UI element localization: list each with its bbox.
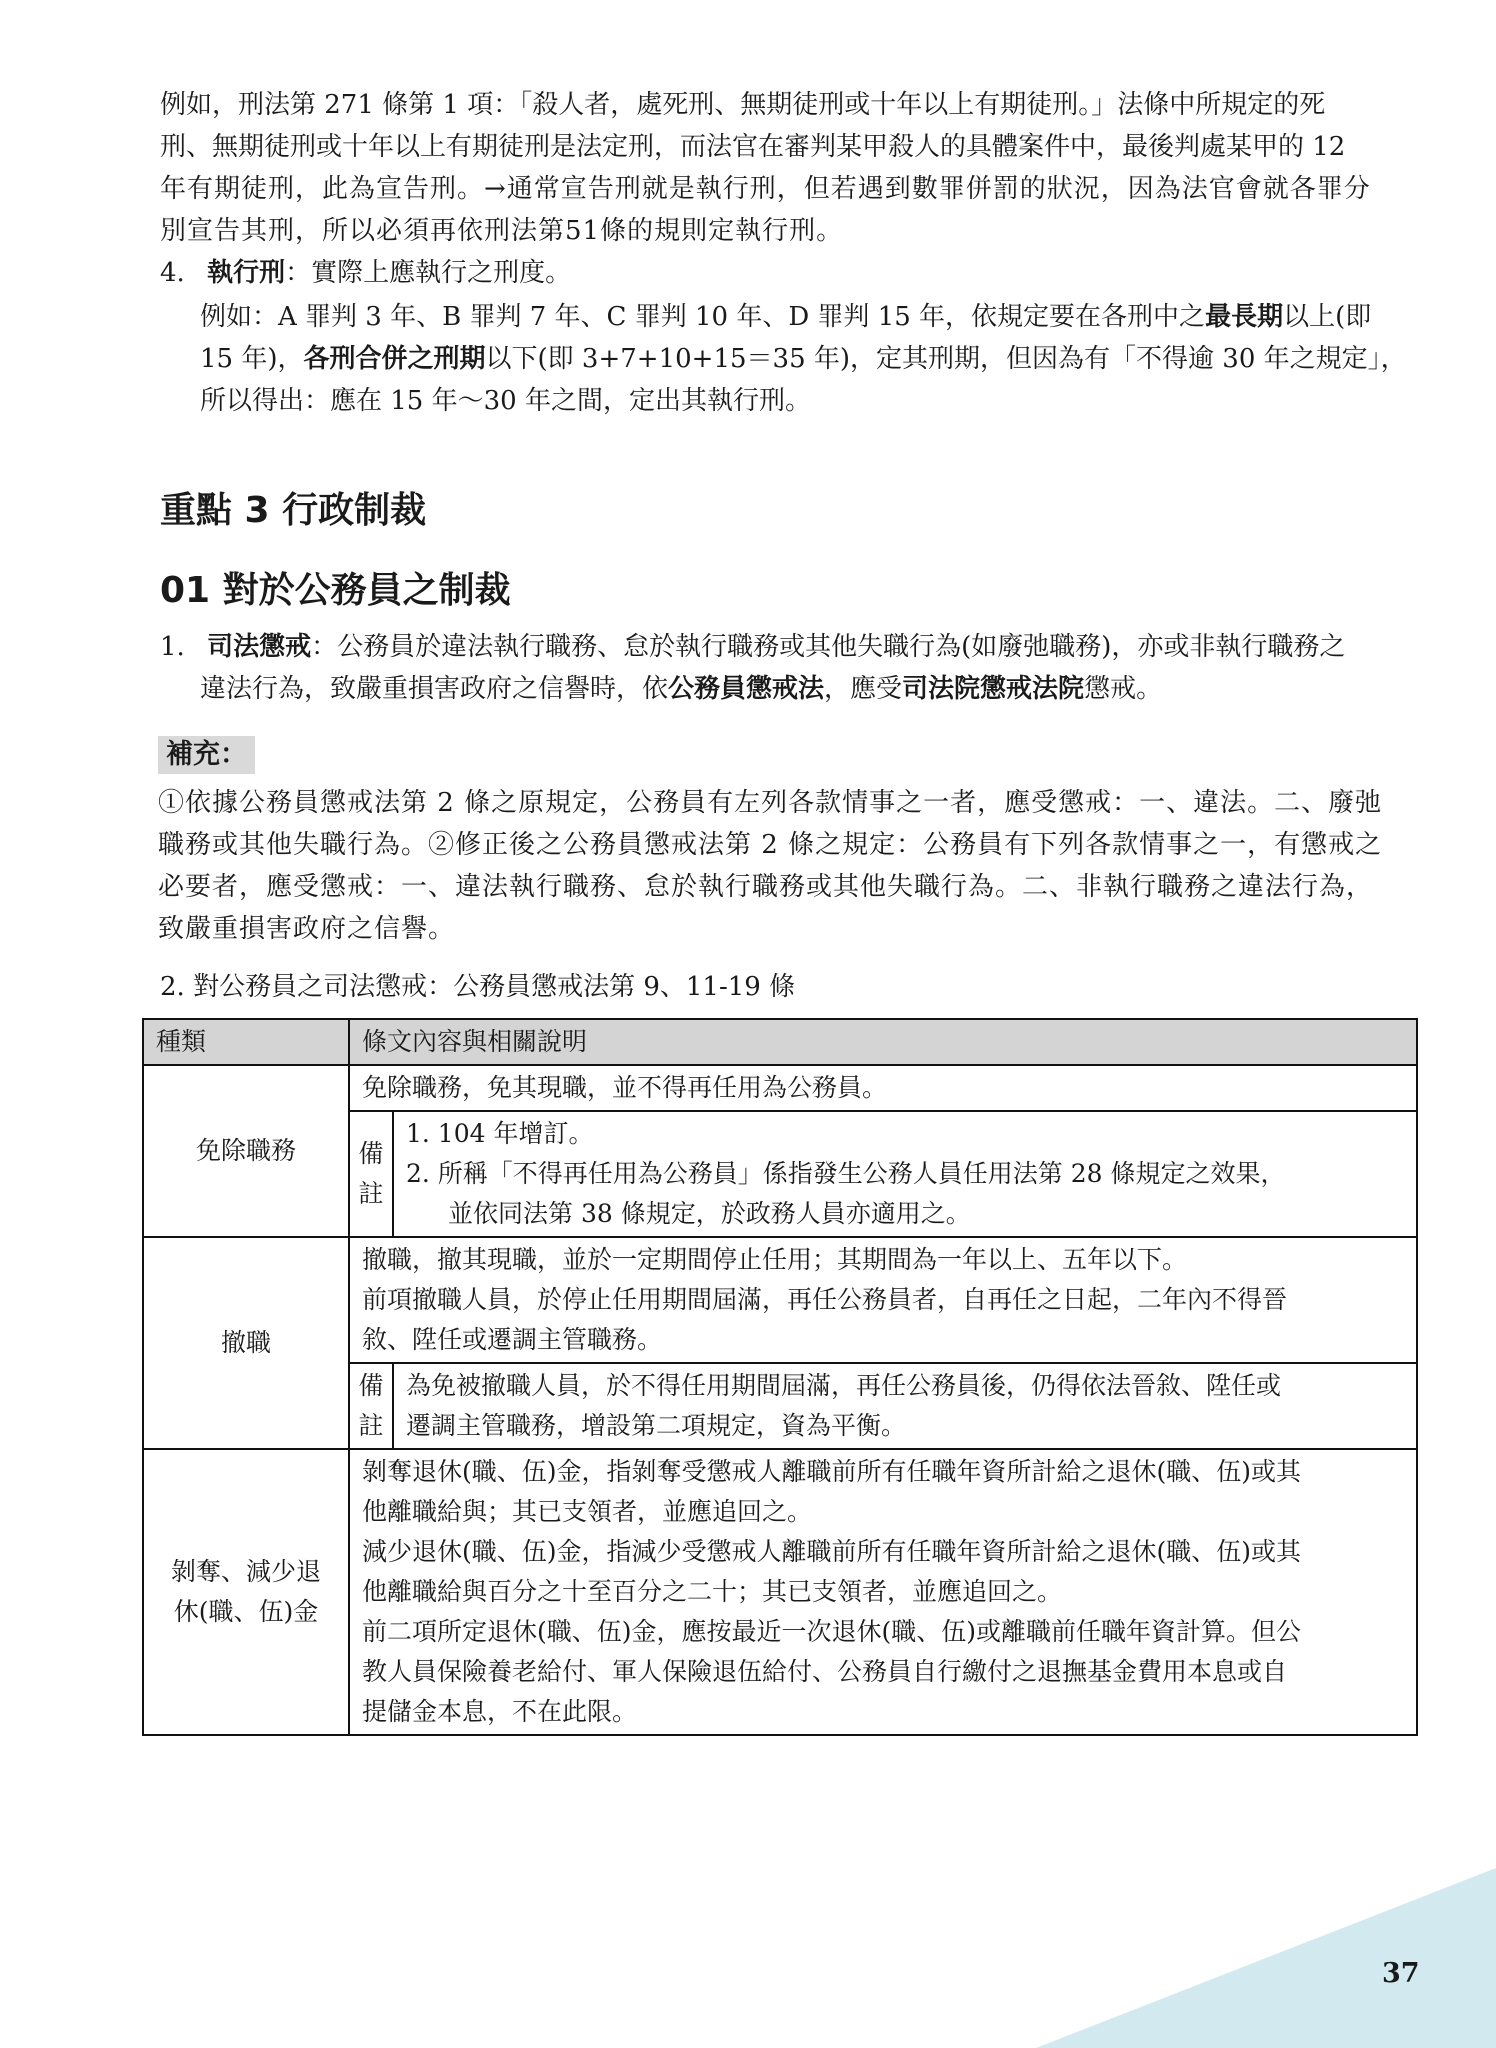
note-line: 2. 所稱「不得再任用為公務員」係指發生公務人員任用法第 28 條規定之效果，: [406, 1159, 1286, 1188]
category-dismissal: 免除職務: [143, 1065, 349, 1237]
item-1-term: 司法懲戒: [207, 632, 312, 662]
note-line: 遷調主管職務，增設第二項規定，資為平衡。: [406, 1411, 907, 1440]
item-1-number: 1.: [160, 632, 185, 662]
note-label-char: 註: [358, 1411, 384, 1440]
item-1-court: 司法院懲戒法院: [902, 674, 1085, 704]
description-line: 撤職，撤其現職，並於一定期間停止任用；其期間為一年以上、五年以下。: [362, 1245, 1188, 1274]
dismissal-description: 免除職務，免其現職，並不得再任用為公務員。: [349, 1065, 1417, 1111]
item-1-text: 懲戒。: [1084, 674, 1163, 704]
supplement-line-4: 致嚴重損害政府之信譽。: [158, 914, 456, 944]
item-4-definition: ：實際上應執行之刑度。: [285, 258, 572, 288]
intro-line-1: 例如，刑法第 271 條第 1 項：「殺人者，處死刑、無期徒刑或十年以上有期徒刑。」法條中所規定的死: [160, 90, 1326, 120]
item-4-example-line-2: [200, 338, 1407, 380]
item-4-term: 執行刑: [207, 258, 286, 288]
header-type: 種類: [143, 1019, 349, 1065]
category-removal: 撤職: [143, 1237, 349, 1449]
section-title: 重點 3 行政制裁: [160, 490, 427, 531]
supplement-line-2: 職務或其他失職行為。②修正後之公務員懲戒法第 2 條之規定：公務員有下列各款情事之一，有懲戒之: [158, 830, 1383, 860]
note-label-char: 註: [358, 1179, 384, 1208]
description-line: 敘、陞任或遷調主管職務。: [362, 1325, 663, 1354]
item-1-law: 公務員懲戒法: [668, 674, 825, 704]
note-label: [349, 1363, 393, 1449]
item-4-number: 4.: [160, 258, 185, 288]
table-header-row: [143, 1019, 1417, 1065]
header-description: 條文內容與相關說明: [349, 1019, 1417, 1065]
table-row: [143, 1449, 1417, 1735]
description-line: 他離職給與百分之十至百分之二十；其已支領者，並應追回之。: [362, 1577, 1063, 1606]
page-number: 37: [1382, 1958, 1420, 1989]
description-line: 他離職給與；其已支領者，並應追回之。: [362, 1497, 813, 1526]
description-line: 教人員保險養老給付、軍人保險退伍給付、公務員自行繳付之退撫基金費用本息或自: [362, 1657, 1288, 1686]
discipline-table: [142, 1018, 1418, 1736]
item-1-text: ，應受: [824, 674, 903, 704]
table-row: [143, 1065, 1417, 1111]
item-4-heading: [160, 252, 571, 294]
example-emphasis: 各刑合併之刑期: [303, 344, 486, 374]
intro-line-4: 別宣告其刑，所以必須再依刑法第51條的規則定執行刑。: [160, 216, 844, 246]
item-1-text: 違法行為，致嚴重損害政府之信譽時，依: [200, 674, 669, 704]
category-line: 休(職、伍)金: [173, 1597, 319, 1626]
note-label-char: 備: [358, 1139, 384, 1168]
item-4-example-line-3: 所以得出：應在 15 年～30 年之間，定出其執行刑。: [200, 386, 811, 416]
description-line: 前二項所定退休(職、伍)金，應按最近一次退休(職、伍)或離職前任職年資計算。但公: [362, 1617, 1302, 1646]
description-line: 前項撤職人員，於停止任用期間屆滿，再任公務員者，自再任之日起，二年內不得晉: [362, 1285, 1288, 1314]
subsection-title: 01 對於公務員之制裁: [160, 570, 511, 611]
removal-note: [393, 1363, 1417, 1449]
corner-decoration: [1036, 1868, 1496, 2048]
removal-description: [349, 1237, 1417, 1363]
item-1-line-2: [200, 668, 1162, 710]
note-line: 1. 104 年增訂。: [406, 1119, 594, 1148]
description-line: 減少退休(職、伍)金，指減少受懲戒人離職前所有任職年資所計給之退休(職、伍)或其: [362, 1537, 1302, 1566]
pension-description: [349, 1449, 1417, 1735]
note-label: [349, 1111, 393, 1237]
example-text: 以上(即: [1283, 302, 1372, 332]
note-line: 並依同法第 38 條規定，於政務人員亦適用之。: [448, 1199, 971, 1228]
description-line: 剝奪退休(職、伍)金，指剝奪受懲戒人離職前所有任職年資所計給之退休(職、伍)或其: [362, 1457, 1302, 1486]
supplement-label: 補充：: [158, 736, 255, 774]
dismissal-note: [393, 1111, 1417, 1237]
example-text: 以下(即 3+7+10+15＝35 年)，定其刑期，但因為有「不得逾 30 年之規定」，: [485, 344, 1407, 374]
table-row: [143, 1237, 1417, 1363]
item-1-text: ：公務員於違法執行職務、怠於執行職務或其他失職行為(如廢弛職務)，亦或非執行職務之: [311, 632, 1346, 662]
supplement-line-1: ①依據公務員懲戒法第 2 條之原規定，公務員有左列各款情事之一者，應受懲戒：一、違法。二、廢弛: [158, 788, 1383, 818]
intro-line-2: 刑、無期徒刑或十年以上有期徒刑是法定刑，而法官在審判某甲殺人的具體案件中，最後判處某甲的 12: [160, 132, 1346, 162]
item-4-example-line-1: [200, 296, 1371, 338]
category-line: 剝奪、減少退: [170, 1557, 321, 1586]
note-label-char: 備: [358, 1371, 384, 1400]
item-1-line-1: [160, 626, 1345, 668]
example-emphasis: 最長期: [1205, 302, 1284, 332]
supplement-line-3: 必要者，應受懲戒：一、違法執行職務、怠於執行職務或其他失職行為。二、非執行職務之違法行為，: [158, 872, 1374, 902]
note-line: 為免被撤職人員，於不得任用期間屆滿，再任公務員後，仍得依法晉敘、陞任或: [406, 1371, 1282, 1400]
category-pension: [143, 1449, 349, 1735]
intro-line-3: 年有期徒刑，此為宣告刑。→通常宣告刑就是執行刑，但若遇到數罪併罰的狀況，因為法官會就各罪分: [160, 174, 1371, 204]
item-2-heading: 2. 對公務員之司法懲戒：公務員懲戒法第 9、11-19 條: [160, 972, 796, 1002]
example-text: 15 年)，: [200, 344, 304, 374]
example-text: 例如：A 罪判 3 年、B 罪判 7 年、C 罪判 10 年、D 罪判 15 年，依規定要在各刑中之: [200, 302, 1206, 332]
description-line: 提儲金本息，不在此限。: [362, 1697, 638, 1726]
